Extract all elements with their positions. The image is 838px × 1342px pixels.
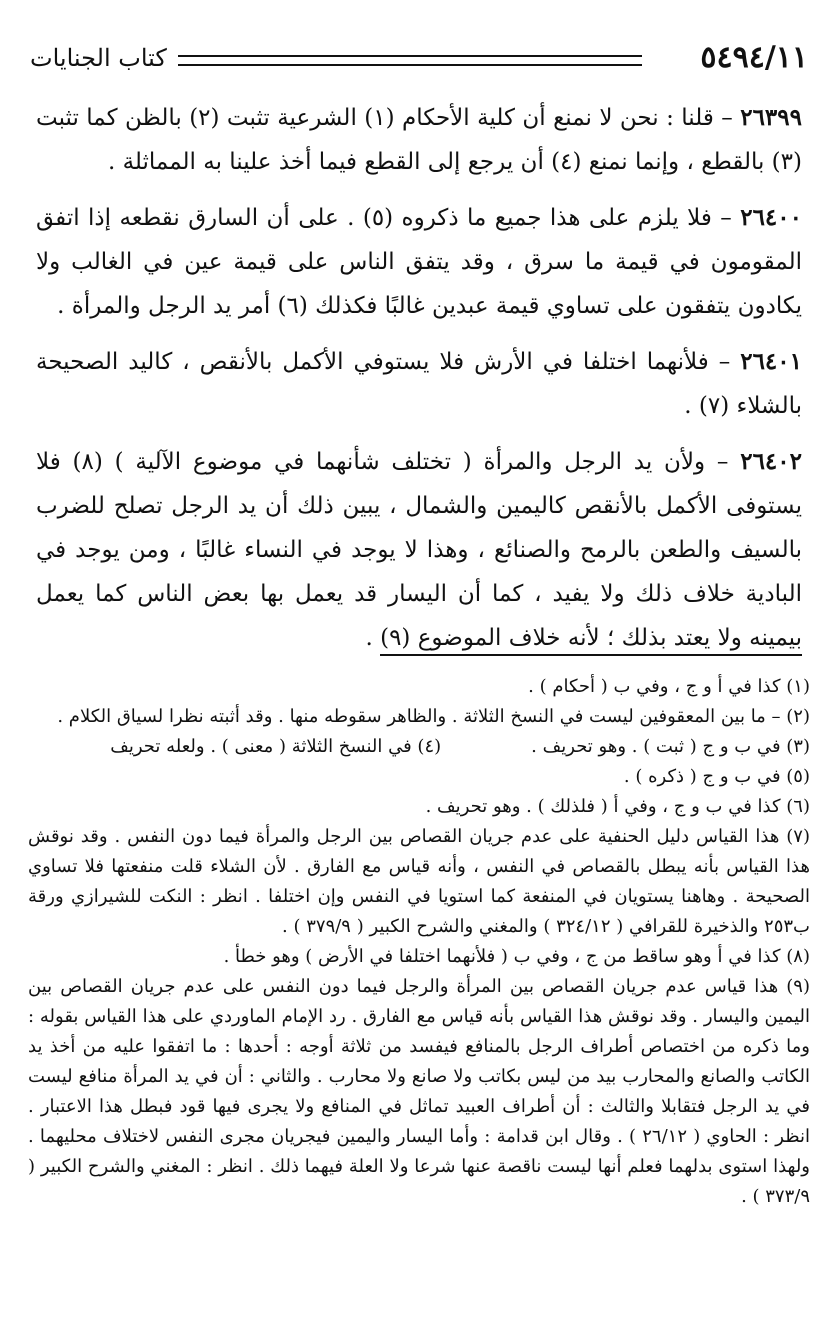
paragraph-text: – فلأنهما اختلفا في الأرش فلا يستوفي الأكمل بالأنقص ، كاليد الصحيحة بالشلاء (٧) . [36, 349, 802, 419]
page-reference: ٥٤٩٤/١١ [700, 40, 808, 75]
paragraph-number: ٢٦٣٩٩ [740, 104, 802, 131]
paragraph-text: – ولأن يد الرجل والمرأة ( تختلف شأنهما في موضوع الآلية ) (٨) فلا يستوفى الأكمل بالأنقص كاليمين والشمال ، يبين ذلك أن يد الرجل تصلح للضرب بالسيف والطعن بالرمح والصنائع ، وهذا لا يوجد في النساء غالبًا ، ومن يوجد في البادية خلاف ذلك ولا يفيد ، كما أن اليسار قد يعمل بها بعض الناس كما يعمل بيمينه ولا يعتد بذلك ؛ لأنه خلاف الموضوع (٩) . [36, 449, 802, 651]
header-double-rule [178, 55, 642, 66]
paragraph-26399 [36, 96, 802, 184]
paragraph-number: ٢٦٤٠٠ [740, 204, 802, 231]
footnote-4: (٤) في النسخ الثلاثة ( معنى ) . ولعله تحريف [110, 736, 442, 757]
footnotes [28, 672, 810, 1212]
footnote-6: (٦) كذا في ب و ج ، وفي أ ( فلذلك ) . وهو تحريف . [425, 796, 810, 817]
footnote-9: (٩) هذا قياس عدم جريان القصاص بين المرأة والرجل فيما دون النفس على عدم جريان القصاص بين اليمين واليسار . وقد نوقش هذا القياس بأنه قياس مع الفارق . رد الإمام الماوردي على هذا القياس بقوله : وما ذكره من اختصاص أطراف الرجل بالمنافع فيفسد من ثلاثة أوجه : أحدها : ما اتفقوا عليه من أخذ يد الكاتب والصانع والمحارب بيد من ليس بكاتب ولا صانع ولا محارب . والثاني : أن في يد المرأة منافع ليست في يد الرجل فتقابلا والثالث : أن أطراف العبيد تماثل في المنافع ولا يجرى فيها قود فبطل هذا الاعتبار . انظر : الحاوي ( ٢٦/١٢ ) . وقال ابن قدامة : وأما اليسار واليمين فيجريان مجرى النفس لاختلاف محليهما . ولهذا استوى بدلهما فعلم أنها ليست ناقصة عنها شرعا ولا العلة فيهما ذلك . انظر : المغني والشرح الكبير ( ٣٧٣/٩ ) . [28, 976, 810, 1207]
footnote-row-3-4 [28, 732, 810, 762]
footnote-3: (٣) في ب و ج ( ثبت ) . وهو تحريف . [531, 736, 810, 757]
footnote-2: (٢) – ما بين المعقوفين ليست في النسخ الثلاثة . والظاهر سقوطه منها . وقد أثبته نظرا لسياق الكلام . [57, 706, 810, 727]
footnote-8: (٨) كذا في أ وهو ساقط من ج ، وفي ب ( فلأنهما اختلفا في الأرض ) وهو خطأ . [223, 946, 810, 967]
paragraph-26402 [36, 440, 802, 660]
footnote-5: (٥) في ب و ج ( ذكره ) . [623, 766, 810, 787]
paragraph-text: – فلا يلزم على هذا جميع ما ذكروه (٥) . على أن السارق نقطعه إذا اتفق المقومون في قيمة ما سرق ، وقد يتفق الناس على قيمة عين في الغالب ولا يكادون يتفقون على تساوي قيمة عبدين غالبًا فكذلك (٦) أمر يد الرجل والمرأة . [36, 205, 802, 319]
footnote-1: (١) كذا في أ و ج ، وفي ب ( أحكام ) . [528, 676, 810, 697]
page-header [30, 38, 808, 78]
paragraph-number: ٢٦٤٠٢ [740, 448, 802, 475]
paragraph-number: ٢٦٤٠١ [740, 348, 802, 375]
footnote-7: (٧) هذا القياس دليل الحنفية على عدم جريان القصاص بين الرجل والمرأة فيما دون النفس . وقد نوقش هذا القياس بأنه يبطل بالقصاص في النفس ، وأنه قياس مع الفارق . لأن الشلاء قلت منفعتها فلا تساوي الصحيحة . وهاهنا يستويان في المنفعة كما استويا في النفس وإن اختلفا . انظر : النكت للشيرازي ورقة ب٢٥٣ والذخيرة للقرافي ( ٣٢٤/١٢ ) والمغني والشرح الكبير ( ٣٧٩/٩ ) . [28, 826, 810, 937]
paragraph-text: – قلنا : نحن لا نمنع أن كلية الأحكام (١) الشرعية تثبت (٢) بالظن كما تثبت (٣) بالقطع ، وإنما نمنع (٤) أن يرجع إلى القطع فيما أخذ علينا به المماثلة . [36, 105, 802, 175]
book-title: كتاب الجنايات [30, 44, 167, 72]
footnote-separator [380, 654, 802, 656]
paragraph-26401 [36, 340, 802, 428]
paragraph-26400 [36, 196, 802, 328]
main-text [36, 96, 802, 672]
